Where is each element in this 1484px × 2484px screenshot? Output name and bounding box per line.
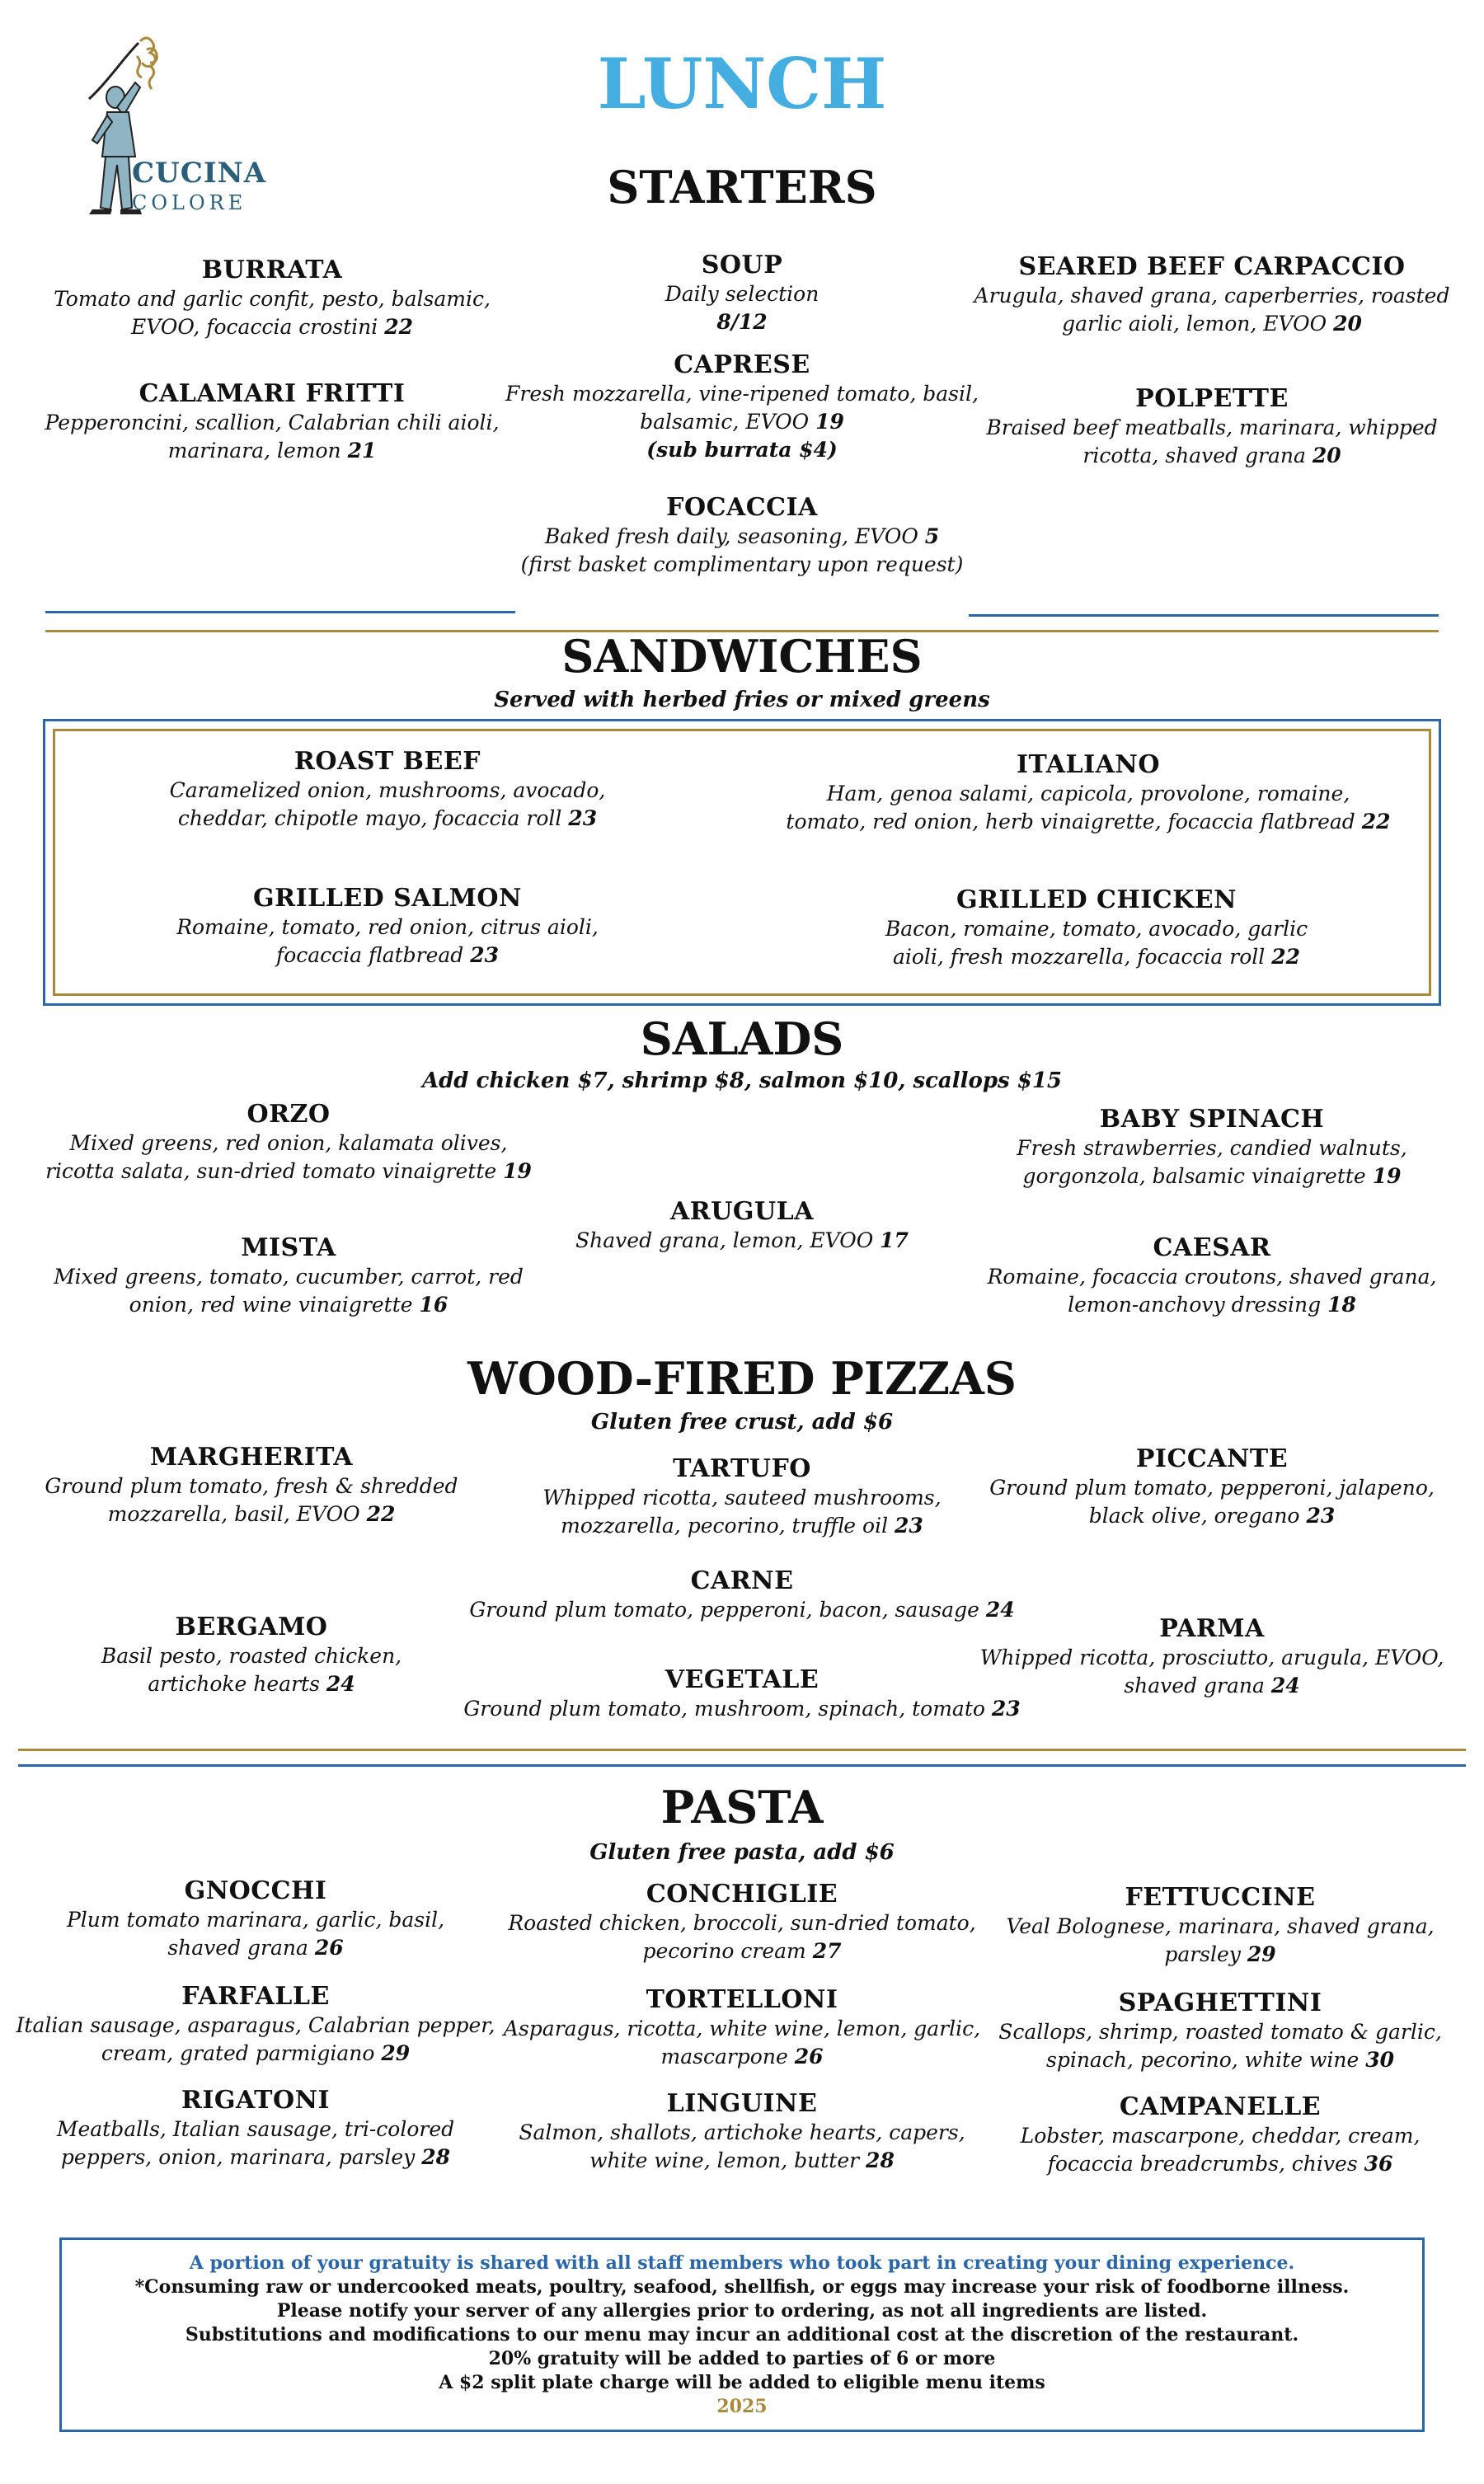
menu-item-burrata: BURRATA Tomato and garlic confit, pesto, balsamic, EVOO, focaccia crostini 22: [54, 256, 491, 339]
page-title: LUNCH: [597, 43, 887, 124]
menu-item-fettuccine: FETTUCCINE Veal Bolognese, marinara, shaved grana, parsley 29: [1006, 1883, 1435, 1966]
footer-line-5: A $2 split plate charge will be added to eligible menu items: [439, 2372, 1045, 2393]
menu-item-gnocchi: GNOCCHI Plum tomato marinara, garlic, basil, shaved grana 26: [66, 1876, 445, 1960]
starters-heading: STARTERS: [607, 161, 877, 214]
menu-item-grilled-chicken: GRILLED CHICKEN Bacon, romaine, tomato, avocado, garlic aioli, fresh mozzarella, focaccia roll 22: [885, 885, 1308, 969]
menu-item-soup: SOUP Daily selection 8/12: [665, 251, 819, 334]
menu-item-grilled-salmon: GRILLED SALMON Romaine, tomato, red onion, citrus aioli, focaccia flatbread 23: [176, 884, 599, 967]
menu-item-margherita: MARGHERITA Ground plum tomato, fresh & shredded mozzarella, basil, EVOO 22: [45, 1443, 458, 1526]
menu-item-vegetale: VEGETALE Ground plum tomato, mushroom, spinach, tomato 23: [463, 1665, 1021, 1721]
menu-item-bergamo: BERGAMO Basil pesto, roasted chicken, artichoke hearts 24: [101, 1613, 402, 1696]
pizzas-heading: WOOD-FIRED PIZZAS: [467, 1352, 1017, 1405]
menu-item-spaghettini: SPAGHETTINI Scallops, shrimp, roasted tomato & garlic, spinach, pecorino, white wine 30: [998, 1989, 1442, 2072]
menu-item-caesar: CAESAR Romaine, focaccia croutons, shaved grana, lemon-anchovy dressing 18: [987, 1233, 1437, 1317]
divider-gold-2: [18, 1749, 1466, 1751]
menu-item-orzo: ORZO Mixed greens, red onion, kalamata olives, ricotta salata, sun-dried tomato vinaigrette 19: [45, 1100, 532, 1183]
footer-notice-box: [59, 2237, 1425, 2432]
menu-item-arugula: ARUGULA Shaved grana, lemon, EVOO 17: [575, 1197, 909, 1252]
footer-year: 2025: [716, 2396, 768, 2417]
menu-item-linguine: LINGUINE Salmon, shallots, artichoke hearts, capers, white wine, lemon, butter 28: [519, 2089, 965, 2172]
menu-item-rigatoni: RIGATONI Meatballs, Italian sausage, tri-colored peppers, onion, marinara, parsley 28: [56, 2086, 455, 2169]
salads-heading: SALADS: [640, 1012, 844, 1065]
pasta-heading: PASTA: [660, 1781, 824, 1834]
menu-item-piccante: PICCANTE Ground plum tomato, pepperoni, jalapeno, black olive, oregano 23: [989, 1444, 1435, 1528]
menu-item-seared-beef-carpaccio: SEARED BEEF CARPACCIO Arugula, shaved grana, caperberries, roasted garlic aioli, lemon, EVOO 20: [974, 252, 1450, 336]
menu-item-mista: MISTA Mixed greens, tomato, cucumber, carrot, red onion, red wine vinaigrette 16: [54, 1233, 524, 1317]
menu-item-tortelloni: TORTELLONI Asparagus, ricotta, white wine, lemon, garlic, mascarpone 26: [503, 1985, 981, 2068]
menu-item-italiano: ITALIANO Ham, genoa salami, capicola, provolone, romaine, tomato, red onion, herb vinaigrette, focaccia flatbread 22: [786, 750, 1391, 833]
sandwiches-heading: SANDWICHES: [561, 630, 923, 683]
menu-item-roast-beef: ROAST BEEF Caramelized onion, mushrooms, avocado, cheddar, chipotle mayo, focaccia roll 23: [169, 747, 606, 830]
menu-item-baby-spinach: BABY SPINACH Fresh strawberries, candied walnuts, gorgonzola, balsamic vinaigrette 19: [1017, 1105, 1407, 1188]
menu-item-parma: PARMA Whipped ricotta, prosciutto, arugula, EVOO, shaved grana 24: [979, 1614, 1444, 1697]
footer-line-3: Substitutions and modifications to our menu may incur an additional cost at the discretion of the restaurant.: [185, 2324, 1299, 2345]
menu-item-carne: CARNE Ground plum tomato, pepperoni, bacon, sausage 24: [469, 1566, 1015, 1622]
footer-line-1: *Consuming raw or undercooked meats, poultry, seafood, shellfish, or eggs may increase your risk of foodborne illness.: [134, 2276, 1350, 2298]
sandwiches-subtitle: Served with herbed fries or mixed greens: [494, 688, 990, 712]
footer-line-4: 20% gratuity will be added to parties of 6 or more: [488, 2348, 996, 2369]
menu-item-campanelle: CAMPANELLE Lobster, mascarpone, cheddar, cream, focaccia breadcrumbs, chives 36: [1020, 2092, 1421, 2176]
logo-line-2: COLORE: [132, 191, 247, 214]
menu-item-calamari-fritti: CALAMARI FRITTI Pepperoncini, scallion, Calabrian chili aioli, marinara, lemon 21: [45, 379, 500, 463]
pasta-subtitle: Gluten free pasta, add $6: [589, 1840, 895, 1865]
menu-item-farfalle: FARFALLE Italian sausage, asparagus, Calabrian pepper, cream, grated parmigiano 29: [16, 1982, 495, 2065]
gratuity-note: A portion of your gratuity is shared with all staff members who took part in creating your dining experience.: [189, 2252, 1295, 2274]
logo-line-1: CUCINA: [132, 157, 267, 190]
divider-right: [969, 614, 1439, 617]
divider-blue-2: [18, 1764, 1466, 1767]
salads-subtitle: Add chicken $7, shrimp $8, salmon $10, scallops $15: [421, 1068, 1063, 1093]
menu-item-caprese: CAPRESE Fresh mozzarella, vine-ripened tomato, basil, balsamic, EVOO 19 (sub burrata $4): [505, 350, 979, 462]
menu-item-polpette: POLPETTE Braised beef meatballs, marinara, whipped ricotta, shaved grana 20: [986, 384, 1438, 467]
footer-line-2: Please notify your server of any allergies prior to ordering, as not all ingredients are listed.: [276, 2300, 1208, 2322]
menu-item-conchiglie: CONCHIGLIE Roasted chicken, broccoli, sun-dried tomato, pecorino cream 27: [508, 1880, 976, 1963]
menu-item-tartufo: TARTUFO Whipped ricotta, sauteed mushrooms, mozzarella, pecorino, truffle oil 23: [542, 1454, 942, 1538]
divider-left: [45, 611, 515, 613]
pizzas-subtitle: Gluten free crust, add $6: [590, 1410, 894, 1435]
menu-item-focaccia: FOCACCIA Baked fresh daily, seasoning, EVOO 5 (first basket complimentary upon request): [520, 493, 964, 576]
